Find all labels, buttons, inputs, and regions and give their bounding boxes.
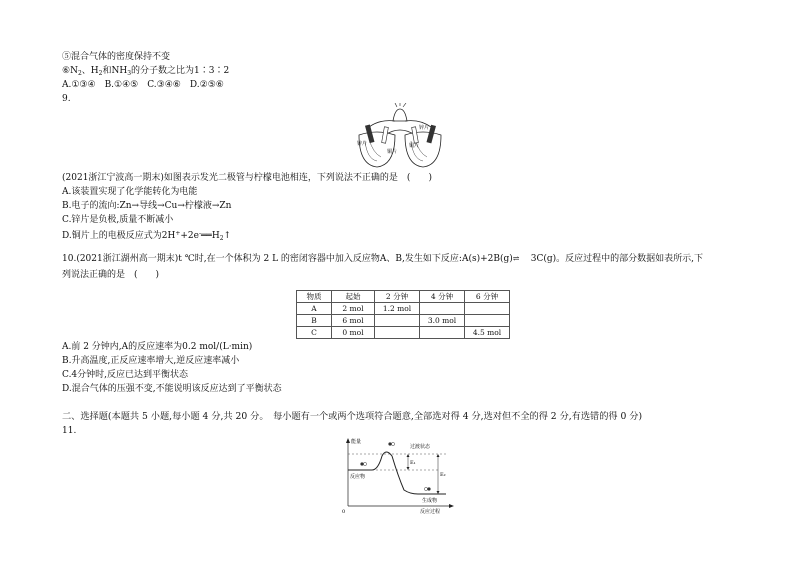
q9-stem: (2021浙江宁波高一期末)如图表示发光二极管与柠檬电池相连，下列说法不正确的是 ( ) <box>62 173 432 183</box>
section-2-heading: 二、选择题(本题共 5 小题,每小题 4 分,共 20 分。 每小题有一个或两个选项符合题意,全部选对得 4 分,选对但不全的得 2 分,有选错的得 0 分) <box>62 411 643 422</box>
q10-option-c: C.4分钟时,反应已达到平衡状态 <box>62 370 189 380</box>
table-row: C 0 mol 4.5 mol <box>297 327 510 339</box>
x-axis-label: 反应过程 <box>420 509 441 514</box>
q10-stem-line1: 10.(2021浙江湖州高一期末)t ℃时,在一个体积为 2 L 的密闭容器中加入反应物A、B,发生如下反应:A(s)+2B(g)⇌ 3C(g)。反应过程中的部分数据如表所示,下 <box>62 254 704 264</box>
q9-option-a: A.该装置实现了化学能转化为电能 <box>62 187 198 197</box>
label-zinc-right: 锌片 <box>419 125 430 131</box>
q10-stem-line2: 列说法正确的是 ( ) <box>62 270 160 280</box>
table-row: B 6 mol 3.0 mol <box>297 315 510 327</box>
q9-option-b: B.电子的流向:Zn→导线→Cu→柠檬液→Zn <box>62 201 232 211</box>
e1-label: E₁ <box>410 460 416 466</box>
y-axis-label: 能量 <box>351 439 362 445</box>
reactant-label: 反应物 <box>350 474 366 480</box>
table-row: A 2 mol 1.2 mol <box>297 303 510 315</box>
table-header-row: 物质 起始 2 分钟 4 分钟 6 分钟 <box>297 291 510 303</box>
reversible-arrow-icon: ⇌ <box>512 254 520 263</box>
energy-profile-figure <box>338 436 454 514</box>
q10-option-b: B.升高温度,正反应速率增大,逆反应速率减小 <box>62 356 240 366</box>
q9-number: 9. <box>62 94 71 104</box>
label-zinc-left: 锌片 <box>357 141 368 147</box>
label-copper-left: 铜片 <box>387 149 398 155</box>
label-copper-right: 铜片 <box>409 143 420 149</box>
q10-option-d: D.混合气体的压强不变,不能说明该反应达到了平衡状态 <box>62 384 282 394</box>
q9-option-d: D.铜片上的电极反应式为$2H^++2e^-══H_2↑$ <box>62 230 232 242</box>
origin-label: 0 <box>342 509 346 514</box>
product-label: 生成物 <box>422 498 438 504</box>
q8-option-6: $⑥N_2$、$H_2$和$NH_3$的分子数之比为1∶3∶2 <box>62 66 230 77</box>
lemon-battery-figure <box>355 103 445 171</box>
e2-label: E₂ <box>440 472 446 478</box>
q10-option-a: A.前 2 分钟内,A的反应速率为0.2 mol/(L·min) <box>62 342 253 352</box>
q11-number: 11. <box>62 426 77 436</box>
q9-option-c: C.锌片是负极,质量不断减小 <box>62 215 174 225</box>
q8-option-5: ⑤混合气体的密度保持不变 <box>62 52 171 62</box>
q8-choices: A.①③④ B.①④⑤ C.③④⑥ D.②⑤⑥ <box>62 80 224 90</box>
q10-data-table <box>296 290 510 339</box>
transition-state-label: 过渡状态 <box>410 444 431 450</box>
